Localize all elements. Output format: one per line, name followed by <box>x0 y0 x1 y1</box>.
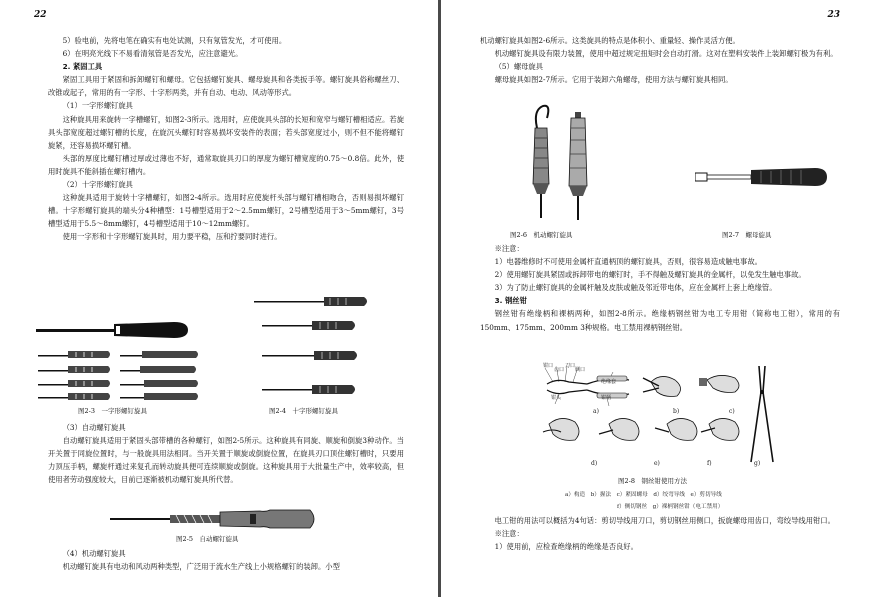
figure-caption: 图2-4 十字形螺钉旋具 <box>269 407 338 415</box>
nut-driver-illustration <box>695 164 831 190</box>
paragraph: 电工钳的用法可以概括为4句话：剪切导线用刀口，剪切钢丝用侧口，扳旋螺母用齿口，弯绞导线用钳口。 <box>494 516 835 525</box>
note-label: ※注意： <box>494 529 524 539</box>
subsection-heading: （3）自动螺钉旋具 <box>62 423 126 432</box>
paragraph: 2）使用螺钉旋具紧固或拆卸带电的螺钉时，手不得触及螺钉旋具的金属杆，以免发生触电事故。 <box>494 270 806 280</box>
paragraph: 机动螺钉旋具如图2-6所示。这类旋具的特点是体积小、重量轻、操作灵活方便。 <box>480 36 740 45</box>
paragraph: 3）为了防止螺钉旋具的金属杆触及皮肤或触及邻近带电体，应在金属杆上套上绝缘管。 <box>494 283 777 293</box>
part-label: 齿口 <box>554 367 565 373</box>
pliers-usage-illustration <box>539 362 775 470</box>
subsection-heading: （5）螺母旋具 <box>494 62 544 72</box>
figure-caption: 图2-3 一字形螺钉旋具 <box>78 407 147 415</box>
part-label: 绝缘套 <box>601 379 617 385</box>
figure-legend: a）构造 b）握法 c）紧固螺母 d）绞弯导线 e）剪切导线 <box>565 492 722 498</box>
power-screwdriver-illustration <box>515 104 605 226</box>
subfigure-letter: d) <box>591 460 598 467</box>
paragraph: 钢丝钳有绝缘柄和裸柄两种，如图2-8所示。绝缘柄钢丝钳为电工专用钳（简称电工钳），常用的有150mm、175mm、200mm 3种规格。电工禁用裸柄钢丝钳。 <box>480 309 840 332</box>
paragraph: 这种旋具适用于旋转十字槽螺钉，如图2-4所示。选用时应使旋杆头部与螺钉槽相吻合，否则易损坏螺钉槽。十字形螺钉旋具的端头分4种槽型：1号槽型适用于2～2.5mm螺钉，2号槽型适用于3～5mm螺钉，3号槽型适用于5.5～8mm螺钉，4号槽型适用于10～12mm螺钉。 <box>48 193 404 229</box>
note-label: ※注意： <box>494 244 524 253</box>
figure-legend: f）侧切钢丝 g）裸柄钢丝钳（电工禁用） <box>617 504 724 510</box>
cross-screwdriver-illustration <box>254 294 374 402</box>
subfigure-letter: e) <box>654 460 660 467</box>
automatic-screwdriver-illustration <box>110 506 320 532</box>
part-label: 钳头 <box>551 395 562 401</box>
paragraph: 6）在明亮光线下不易看清氖管是否发光，应注意避光。 <box>62 49 243 59</box>
subfigure-letter: b) <box>673 408 680 415</box>
text-block <box>480 34 840 86</box>
paragraph: 这种旋具用来旋转一字槽螺钉，如图2-3所示。选用时，应使旋具头部的长短和宽窄与螺钉槽相适应。若旋具头部宽度超过螺钉槽的长度，在旋沉头螺钉时容易损坏安装件的表面；若头部宽度过小，则不但不能将螺钉旋紧，还容易损坏螺钉槽。 <box>48 114 404 150</box>
paragraph: 自动螺钉旋具适用于紧固头部带槽的各种螺钉，如图2-5所示。这种旋具有同旋、顺旋和倒旋3种动作。当开关置于同旋位置时，与一般旋具用法相同。当开关置于顺旋或倒旋位置，在旋具刃口顶住螺钉槽时，只要用力顶压手柄，螺旋杆通过来复孔而转动旋具便可连续顺旋或倒旋。这种旋具用于大批量生产中，效率较高，但使用者劳动强度较大，目前已逐渐被机动螺钉旋具所代替。 <box>48 436 404 485</box>
paragraph: 机动螺钉旋具设有限力装置，使用中超过规定扭矩时会自动打滑。这对在塑料安装件上装卸螺钉极为有利。 <box>494 49 838 59</box>
paragraph: 1）电器维修时不可使用金属杆直通柄顶的螺钉旋具，否则，很容易造成触电事故。 <box>494 257 762 267</box>
figure-caption: 图2-5 自动螺钉旋具 <box>176 535 239 543</box>
paragraph: 紧固工具用于紧固和拆卸螺钉和螺母。它包括螺钉旋具、螺母旋具和各类扳手等。螺钉旋具俗称螺丝刀、改锥或起子，常用的有一字形、十字形两类，并有自动、电动、风动等形式。 <box>48 75 404 98</box>
subfigure-letter: a) <box>593 408 599 415</box>
figure-caption: 图2-8 钢丝钳使用方法 <box>618 477 687 485</box>
subfigure-letter: g) <box>754 460 761 467</box>
paragraph: 机动螺钉旋具有电动和风动两种类型，广泛用于流水生产线上小规格螺钉的装卸。小型 <box>62 562 340 572</box>
right-page <box>441 0 878 597</box>
part-label: 钳口 <box>543 363 554 369</box>
paragraph: 1）使用前，应检查绝缘柄的绝缘是否良好。 <box>494 542 638 552</box>
paragraph: 螺母旋具如图2-7所示。它用于装卸六角螺母，使用方法与螺钉旋具相同。 <box>494 75 733 85</box>
part-label: 刀口 <box>565 363 576 369</box>
paragraph: 使用一字形和十字形螺钉旋具时，用力要平稳，压和拧要同时进行。 <box>62 232 282 242</box>
paragraph: 5）验电前，先将电笔在确实有电处试测，只有氖管发光，才可使用。 <box>62 36 287 45</box>
left-page <box>0 0 438 597</box>
subsection-heading: （2）十字形螺钉旋具 <box>62 180 133 190</box>
page-number: 23 <box>827 10 840 20</box>
figure-caption: 图2-6 机动螺钉旋具 <box>510 231 573 239</box>
paragraph: 头部的厚度比螺钉槽过厚或过薄也不好，通常取旋具刃口的厚度为螺钉槽宽度的0.75～0.8倍。此外，使用时旋具不能斜插在螺钉槽内。 <box>48 153 404 176</box>
page-number: 22 <box>34 10 47 20</box>
section-heading: 2. 紧固工具 <box>62 62 103 72</box>
text-block <box>48 547 404 573</box>
text-block <box>480 514 840 553</box>
part-label: 铡口 <box>575 367 586 373</box>
subsection-heading: （1）一字形螺钉旋具 <box>62 101 133 111</box>
section-heading: 3. 钢丝钳 <box>494 296 527 306</box>
subfigure-letter: c) <box>729 408 735 415</box>
flat-screwdriver-illustration <box>34 318 214 404</box>
figure-caption: 图2-7 螺母旋具 <box>722 231 772 239</box>
subsection-heading: （4）机动螺钉旋具 <box>62 549 126 558</box>
part-label: 钳柄 <box>601 395 612 401</box>
text-block <box>48 34 404 244</box>
text-block <box>48 421 404 486</box>
subfigure-letter: f) <box>707 460 712 467</box>
text-block <box>480 242 840 334</box>
